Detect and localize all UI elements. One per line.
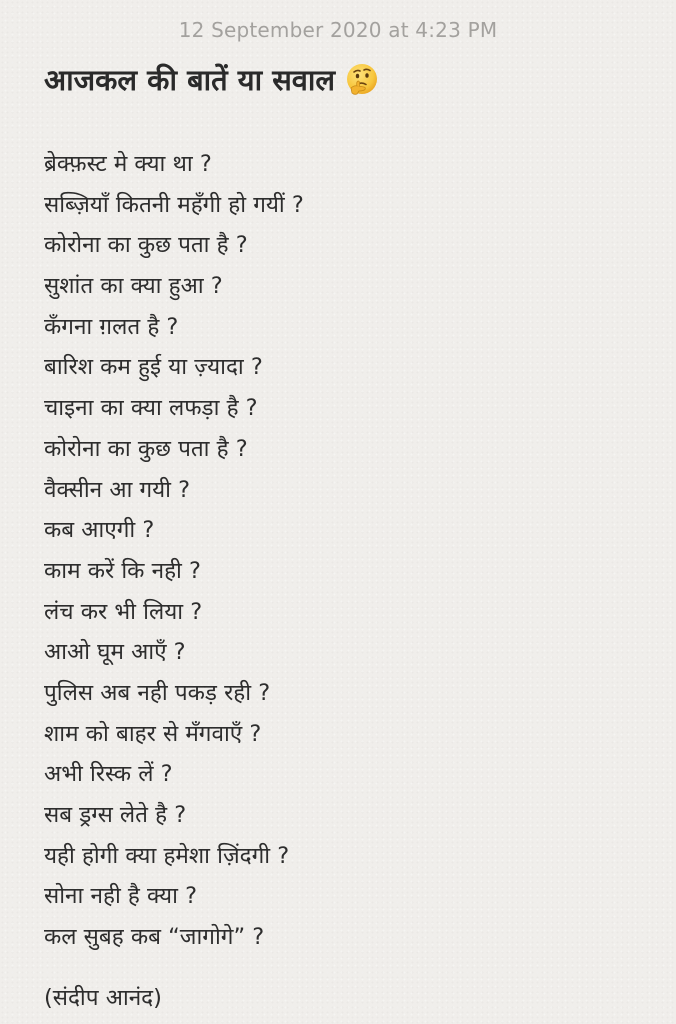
note-line: लंच कर भी लिया ? — [44, 598, 203, 625]
note-line: सब्ज़ियाँ कितनी महँगी हो गयीं ? — [44, 191, 304, 218]
note-line: कँगना ग़लत है ? — [44, 313, 179, 340]
note-body — [44, 144, 644, 958]
note-line: सोना नही है क्या ? — [44, 883, 198, 910]
note-line: सब ड्रग्स लेते है ? — [44, 802, 187, 828]
note-line: यही होगी क्या हमेशा ज़िंदगी ? — [44, 842, 290, 869]
note-timestamp: 12 September 2020 at 4:23 PM — [178, 18, 498, 42]
note-title-row — [44, 60, 379, 99]
note-line: कल सुबह कब “जागोगे” ? — [44, 924, 265, 951]
note-line: ब्रेक्फ़स्ट मे क्या था ? — [44, 151, 212, 177]
note-signature: (संदीप आनंद) — [44, 985, 162, 1011]
note-line: कोरोना का कुछ पता है ? — [44, 435, 248, 462]
note-line: अभी रिस्क लें ? — [44, 761, 173, 788]
note-line: पुलिस अब नही पकड़ रही ? — [44, 679, 271, 706]
note-title: आजकल की बातें या सवाल — [44, 63, 336, 97]
note-line: सुशांत का क्या हुआ ? — [44, 273, 223, 300]
note-line: कब आएगी ? — [44, 517, 155, 544]
note-line: चाइना का क्या लफड़ा है ? — [44, 395, 258, 422]
note-line: काम करें कि नही ? — [44, 557, 201, 584]
note-line: शाम को बाहर से मँगवाएँ ? — [44, 720, 262, 747]
note-line: आओ घूम आएँ ? — [44, 639, 186, 666]
note-line: कोरोना का कुछ पता है ? — [44, 232, 248, 259]
thinking-face-icon — [345, 63, 379, 97]
note-line: बारिश कम हुई या ज़्यादा ? — [44, 354, 263, 381]
note-line: वैक्सीन आ गयी ? — [44, 476, 191, 503]
